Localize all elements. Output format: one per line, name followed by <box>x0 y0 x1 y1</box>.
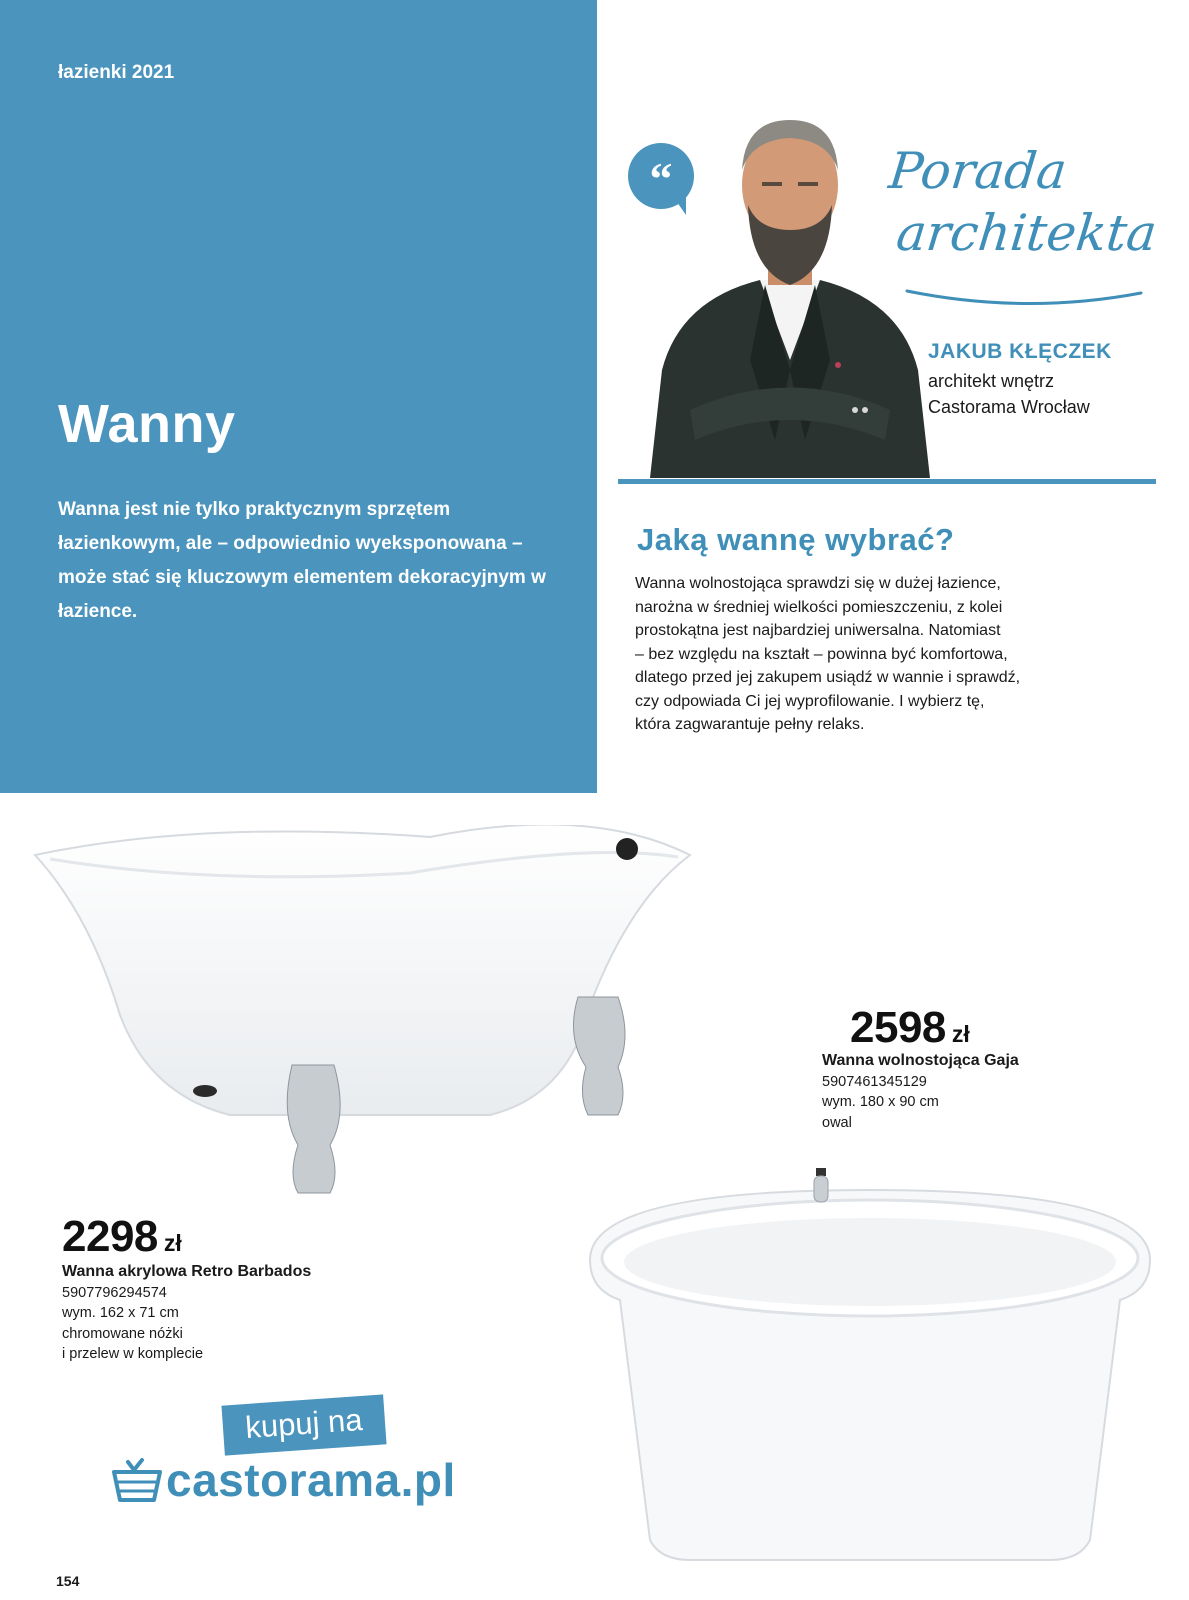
product-ean: 5907461345129 <box>822 1073 927 1090</box>
product-price <box>62 1212 182 1262</box>
architect-role-line1: architekt wnętrz <box>928 371 1055 391</box>
architect-name: JAKUB KŁĘCZEK <box>928 340 1112 363</box>
product-name: Wanna akrylowa Retro Barbados <box>62 1263 312 1280</box>
architect-role-line2: Castorama Wrocław <box>928 397 1090 417</box>
advice-headline-line1: Porada <box>886 142 1070 200</box>
oval-bathtub-image <box>580 1150 1160 1570</box>
price-value: 2598 <box>850 1003 946 1052</box>
product-size: wym. 180 x 90 cm <box>822 1094 939 1110</box>
product-details <box>822 1051 1019 1133</box>
price-currency: zł <box>163 1230 182 1256</box>
product-ean: 5907796294574 <box>62 1284 167 1301</box>
advice-body-line: Wanna wolnostojąca sprawdzi się w dużej łazience, <box>635 575 1001 592</box>
product-name: Wanna wolnostojąca Gaja <box>822 1052 1019 1069</box>
advice-body-line: narożna w średniej wielkości pomieszczeniu, z kolei <box>635 598 1003 616</box>
product-size: wym. 162 x 71 cm <box>62 1305 179 1321</box>
page-title: Wanny <box>58 394 236 454</box>
advice-question: Jaką wannę wybrać? <box>637 522 955 557</box>
advice-body-line: która zagwarantuje pełny relaks. <box>635 716 865 733</box>
product-note: owal <box>822 1114 852 1131</box>
price-currency: zł <box>951 1021 970 1047</box>
architect-role <box>928 368 1090 420</box>
intro-text: Wanna jest nie tylko praktycznym sprzętem łazienkowym, ale – odpowiednio wyeksponowana – może stać się kluczowym elementem dekoracyjnym w łazience. <box>58 499 546 622</box>
advice-body <box>635 572 1155 737</box>
advice-body-line: dlatego przed jej zakupem usiądź w wannie i sprawdź, <box>635 669 1021 686</box>
product-note: chromowane nóżki <box>62 1325 183 1342</box>
section-divider <box>618 479 1156 484</box>
section-label: łazienki 2021 <box>58 62 175 83</box>
shop-cta-badge[interactable]: kupuj na <box>221 1394 386 1455</box>
intro-panel <box>0 0 597 793</box>
headline-underline <box>905 285 1145 315</box>
advice-body-line: czy odpowiada Ci jej wyprofilowanie. I wybierz tę, <box>635 692 985 710</box>
product-details <box>62 1262 311 1365</box>
quote-mark: “ <box>649 153 673 204</box>
castorama-link[interactable] <box>110 1453 456 1507</box>
basket-icon <box>110 1456 164 1504</box>
product-price <box>850 1003 970 1053</box>
price-value: 2298 <box>62 1212 158 1261</box>
advice-body-line: prostokątna jest najbardziej uniwersalna. Natomiast <box>635 622 1001 639</box>
castorama-brand: castorama.pl <box>166 1454 456 1506</box>
product-note: i przelew w komplecie <box>62 1346 204 1362</box>
advice-headline <box>873 140 1176 264</box>
advice-body-line: – bez względu na kształt – powinna być komfortowa, <box>635 645 1008 663</box>
advice-headline-line2: architekta <box>893 204 1160 262</box>
page-number: 154 <box>56 1573 80 1589</box>
